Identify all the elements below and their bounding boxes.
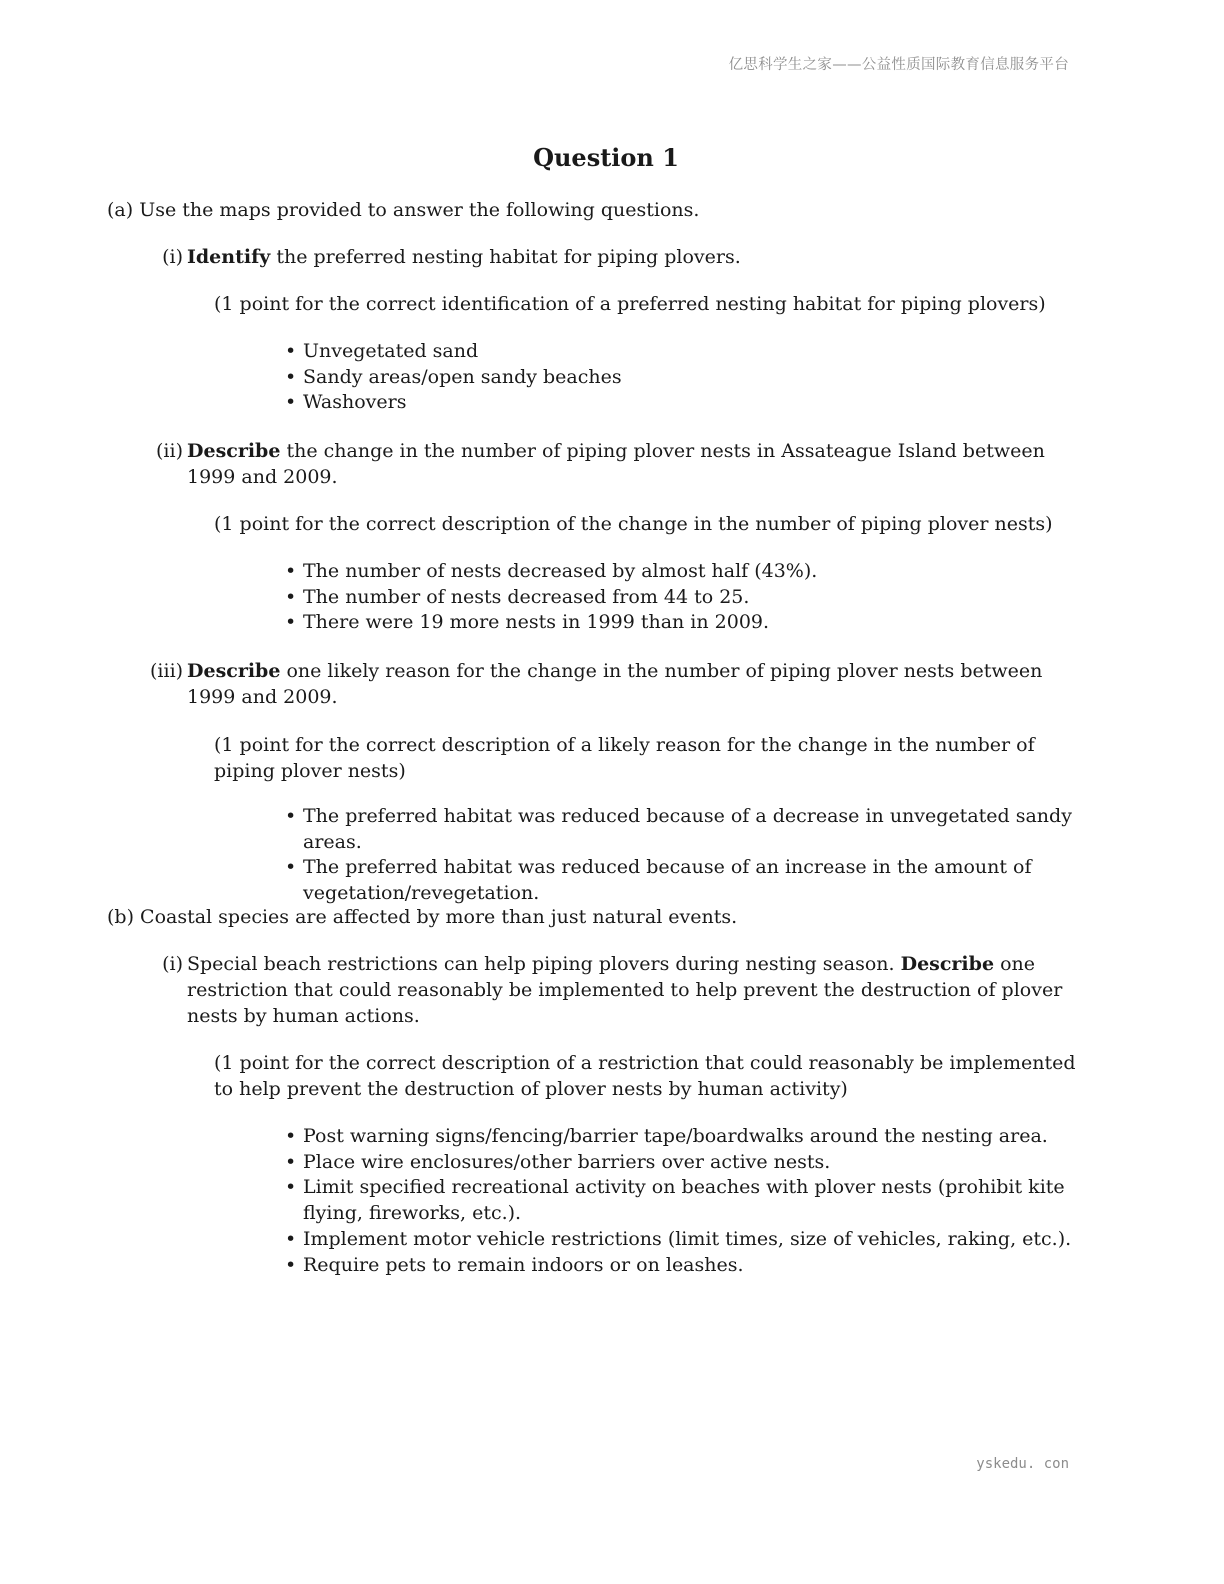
list-item: • The number of nests decreased from 44 to 25. [285, 585, 1075, 611]
scoring-rubric-a-iii: (1 point for the correct description of a likely reason for the change in the number of piping plover nests) [214, 734, 1035, 782]
list-item: • Place wire enclosures/other barriers over active nests. [285, 1150, 1075, 1176]
question-b-i [150, 951, 1080, 1029]
list-item: • The preferred habitat was reduced because of an increase in the amount of vegetation/revegetation. [285, 855, 1075, 906]
answer-list-a-i [285, 339, 1075, 416]
task-verb: Describe [187, 660, 281, 682]
list-item: • Sandy areas/open sandy beaches [285, 365, 1075, 391]
question-a-ii [150, 438, 1080, 490]
question-text [187, 438, 1080, 490]
question-text [187, 244, 1080, 270]
list-item: • The number of nests decreased by almost half (43%). [285, 559, 1075, 585]
list-item: • Post warning signs/fencing/barrier tape/boardwalks around the nesting area. [285, 1124, 1075, 1150]
answer-list-a-ii [285, 559, 1075, 636]
part-a-prompt: (a) Use the maps provided to answer the following questions. [107, 199, 700, 221]
list-item: • The preferred habitat was reduced because of a decrease in unvegetated sandy areas. [285, 804, 1075, 855]
question-number: (ii) [156, 440, 183, 462]
question-body: the change in the number of piping plover nests in Assateague Island between 1999 and 2009. [187, 440, 1045, 488]
answer-list-a-iii [285, 804, 1075, 907]
part-b-prompt: (b) Coastal species are affected by more than just natural events. [107, 906, 738, 928]
question-a-i [150, 244, 1080, 270]
question-number: (i) [162, 953, 183, 975]
scoring-rubric-b-i: (1 point for the correct description of a restriction that could reasonably be implemented to help prevent the destruction of plover nests by human activity) [214, 1052, 1076, 1100]
list-item: • Limit specified recreational activity on beaches with plover nests (prohibit kite flying, fireworks, etc.). [285, 1175, 1075, 1226]
task-verb: Describe [900, 953, 995, 975]
question-text [187, 658, 1080, 710]
list-item: • Washovers [285, 390, 1075, 416]
list-item: • Implement motor vehicle restrictions (limit times, size of vehicles, raking, etc.). [285, 1227, 1075, 1253]
page-title: Question 1 [533, 143, 679, 172]
list-item: • Require pets to remain indoors or on leashes. [285, 1253, 1075, 1279]
scoring-rubric-a-ii: (1 point for the correct description of the change in the number of piping plover nests) [214, 513, 1053, 535]
question-number: (i) [162, 246, 183, 268]
task-verb: Identify [187, 246, 271, 268]
list-item: • There were 19 more nests in 1999 than in 2009. [285, 610, 1075, 636]
list-item: • Unvegetated sand [285, 339, 1075, 365]
question-body: one restriction that could reasonably be implemented to help prevent the destruction of plover nests by human actions. [187, 953, 1063, 1027]
question-a-iii [150, 658, 1080, 710]
scoring-rubric-a-i: (1 point for the correct identification of a preferred nesting habitat for piping plovers) [214, 293, 1046, 315]
footer-url: yskedu. con [976, 1456, 1069, 1472]
answer-list-b-i [285, 1124, 1075, 1278]
task-verb: Describe [187, 440, 281, 462]
question-text [187, 951, 1080, 1029]
question-number: (iii) [150, 660, 184, 682]
question-body: one likely reason for the change in the number of piping plover nests between 1999 and 2009. [187, 660, 1043, 708]
question-body: the preferred nesting habitat for piping plovers. [270, 246, 741, 268]
header-watermark: 亿思科学生之家——公益性质国际教育信息服务平台 [728, 57, 1069, 73]
question-lead: Special beach restrictions can help piping plovers during nesting season. [187, 953, 901, 975]
